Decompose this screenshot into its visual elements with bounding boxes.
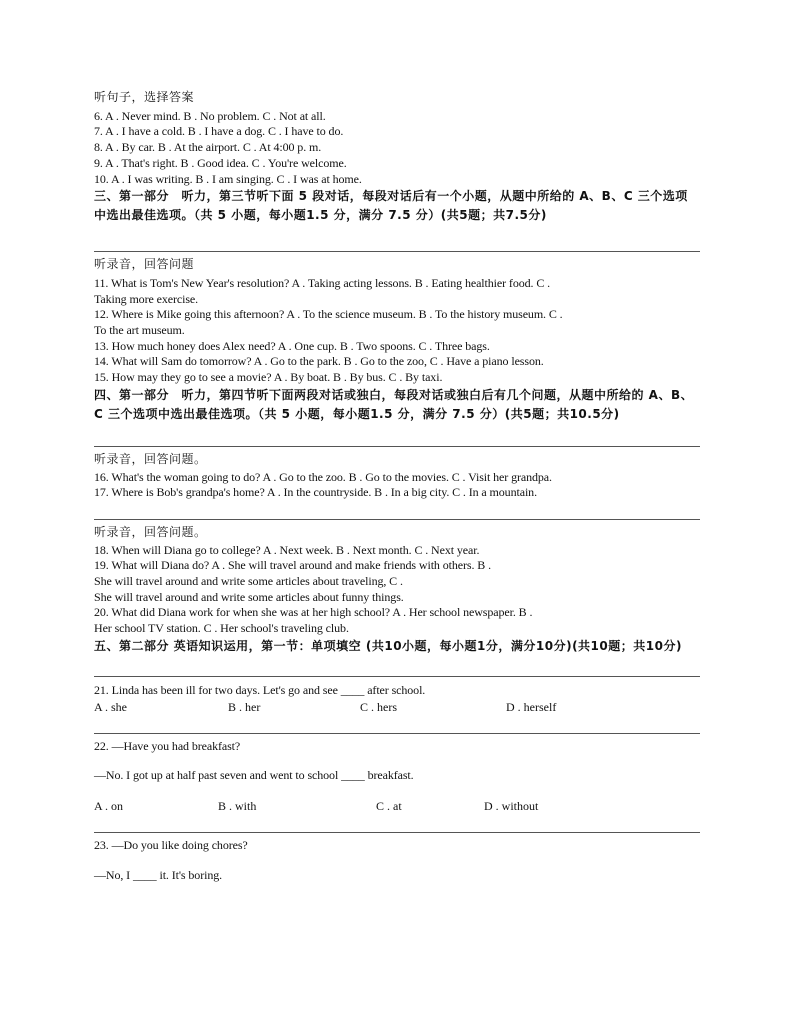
question-19: 19. What will Diana do? A . She will travel around and make friends with others. B .: [94, 558, 491, 573]
question-11-cont: Taking more exercise.: [94, 291, 199, 306]
question-11: 11. What is Tom's New Year's resolution? A . Taking acting lessons. B . Eating healthier food. C .: [94, 275, 551, 290]
question-23-stem: 23. —Do you like doing chores?: [94, 837, 248, 852]
option-a[interactable]: A . she: [94, 699, 127, 714]
option-b[interactable]: B . with: [218, 798, 257, 813]
section-5-title: 五、第二部分 英语知识运用，第一节：单项填空 (共10小题，每小题1分，满分10分)(共10题；共10分): [94, 638, 682, 653]
exam-page: [94, 90, 700, 883]
question-23-reply: —No, I ____ it. It's boring.: [94, 867, 223, 882]
question-14: 14. What will Sam do tomorrow? A . Go to the park. B . Go to the zoo, C . Have a piano lesson.: [94, 354, 544, 369]
option-c[interactable]: C . at: [376, 798, 402, 813]
question-20: 20. What did Diana work for when she was at her high school? A . Her school newspaper. B .: [94, 605, 533, 620]
question-22-stem: 22. —Have you had breakfast?: [94, 738, 241, 753]
question-6: 6. A . Never mind. B . No problem. C . Not at all.: [94, 108, 326, 123]
question-12-cont: To the art museum.: [94, 323, 185, 338]
question-8: 8. A . By car. B . At the airport. C . At 4:00 p. m.: [94, 140, 322, 155]
section-a-questions: [94, 109, 700, 188]
question-21-options: [94, 699, 700, 715]
question-19-option-c: She will travel around and write some articles about funny things.: [94, 589, 404, 604]
section-4-title: 四、第一部分 听力，第四节听下面两段对话或独白，每段对话或独白后有几个问题，从题中所给的 A、B、C 三个选项中选出最佳选项。（共 5 小题，每小题1.5 分，满分 7.5 分）(共5题；共10.5分): [94, 387, 694, 421]
section-c-heading: 听录音，回答问题。: [94, 451, 207, 466]
option-a[interactable]: A . on: [94, 798, 124, 813]
option-d[interactable]: D . herself: [506, 699, 557, 714]
question-13: 13. How much honey does Alex need? A . One cup. B . Two spoons. C . Three bags.: [94, 338, 490, 353]
option-b[interactable]: B . her: [228, 699, 261, 714]
question-12: 12. Where is Mike going this afternoon? A . To the science museum. B . To the history museum. C .: [94, 307, 563, 322]
question-20-cont: Her school TV station. C . Her school's traveling club.: [94, 621, 349, 636]
question-22-options: [94, 798, 700, 814]
section-b-heading: 听录音，回答问题: [94, 257, 195, 272]
section-3-title: 三、第一部分 听力，第三节听下面 5 段对话，每段对话后有一个小题，从题中所给的 A、B、C 三个选项中选出最佳选项。（共 5 小题，每小题1.5 分，满分 7.5 分）(共5题；共7.5分): [94, 189, 688, 223]
question-9: 9. A . That's right. B . Good idea. C . You're welcome.: [94, 155, 347, 170]
option-c[interactable]: C . hers: [360, 699, 397, 714]
question-15: 15. How may they go to see a movie? A . By boat. B . By bus. C . By taxi.: [94, 370, 443, 385]
question-16: 16. What's the woman going to do? A . Go to the zoo. B . Go to the movies. C . Visit her grandpa.: [94, 469, 552, 484]
question-19-option-b: She will travel around and write some articles about traveling, C .: [94, 574, 403, 589]
question-7: 7. A . I have a cold. B . I have a dog. C . I have to do.: [94, 124, 344, 139]
question-17: 17. Where is Bob's grandpa's home? A . In the countryside. B . In a big city. C . In a mountain.: [94, 485, 537, 500]
question-10: 10. A . I was writing. B . I am singing. C . I was at home.: [94, 171, 362, 186]
question-22-reply: —No. I got up at half past seven and went to school ____ breakfast.: [94, 768, 414, 783]
section-d-heading: 听录音，回答问题。: [94, 524, 207, 539]
section-a-heading: 听句子，选择答案: [94, 90, 195, 104]
option-d[interactable]: D . without: [484, 798, 539, 813]
question-18: 18. When will Diana go to college? A . Next week. B . Next month. C . Next year.: [94, 542, 480, 557]
question-21-stem: 21. Linda has been ill for two days. Let's go and see ____ after school.: [94, 682, 426, 697]
